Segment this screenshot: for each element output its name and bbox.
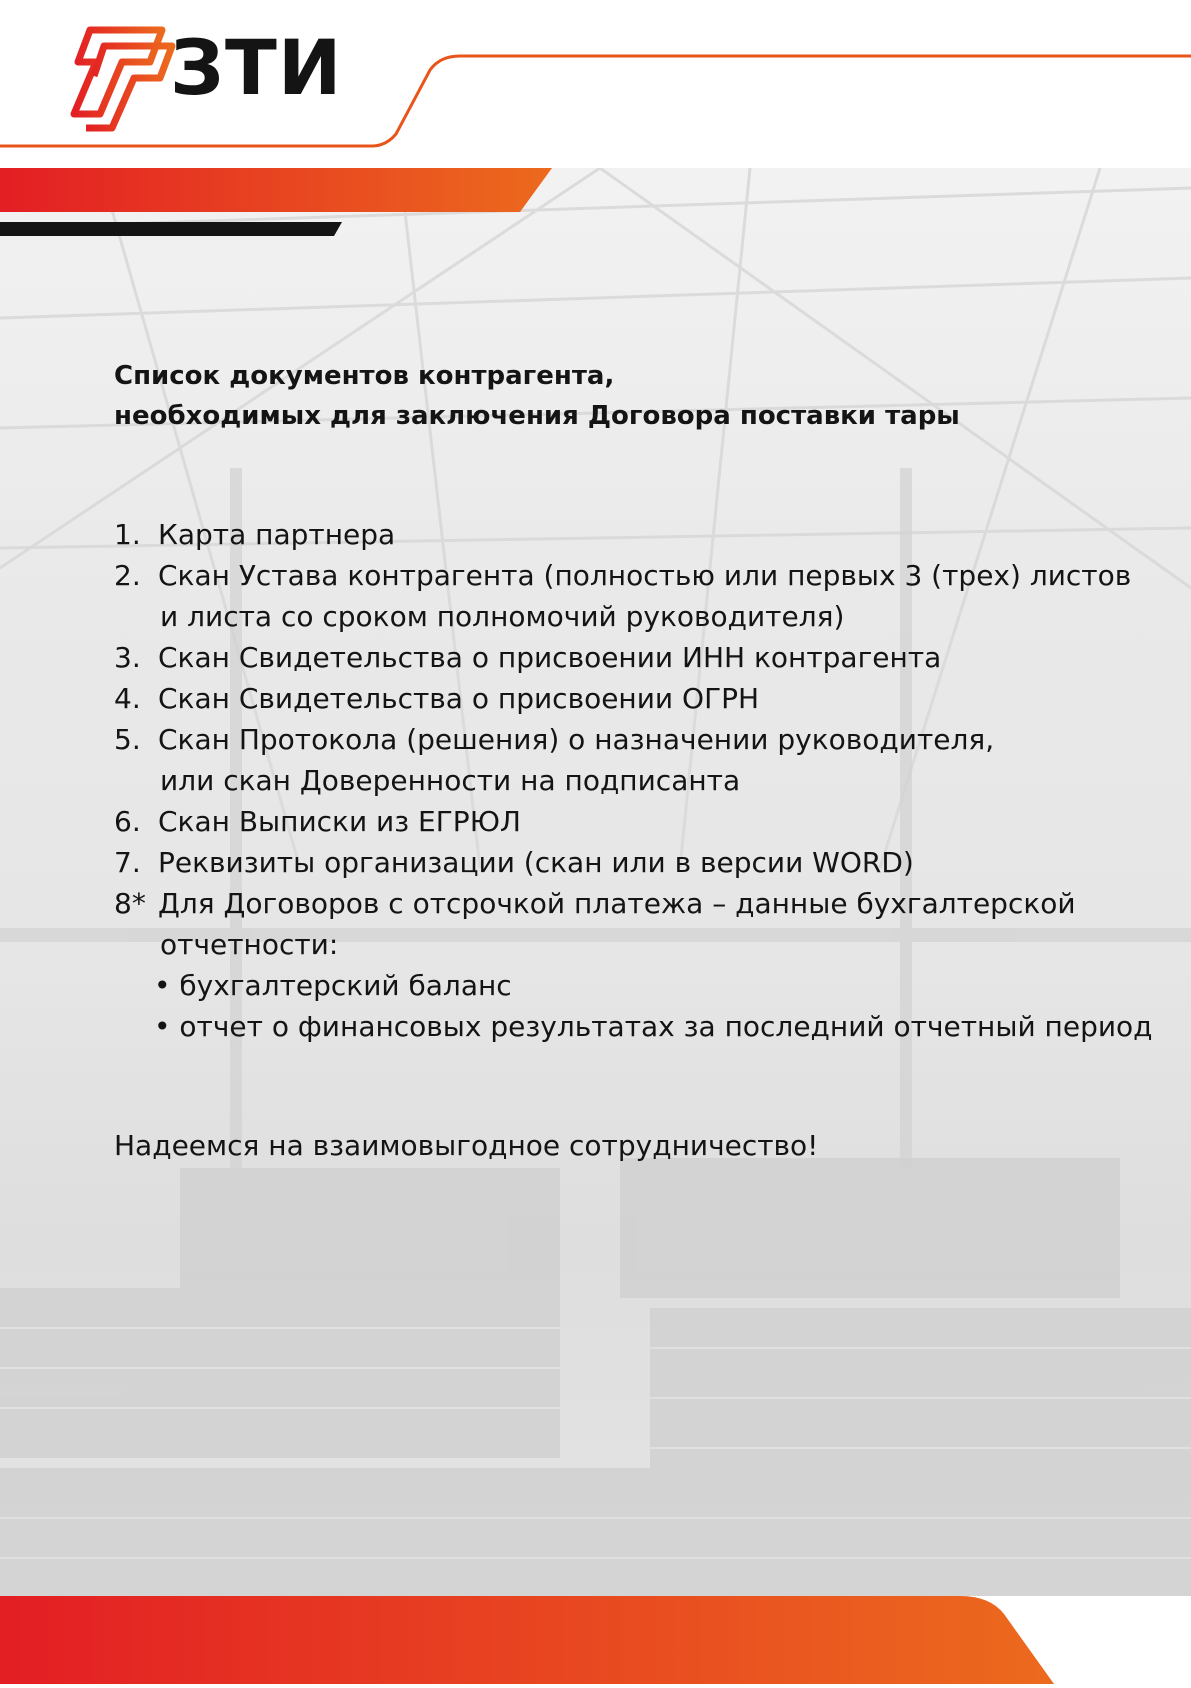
list-item xyxy=(114,678,1154,719)
bullet-text: • отчет о финансовых результатах за последний отчетный период xyxy=(154,1010,1153,1043)
list-item xyxy=(114,801,1154,842)
bullet-text: • бухгалтерский баланс xyxy=(154,969,512,1002)
item-number: 8* xyxy=(114,887,146,920)
item-number: 4. xyxy=(114,682,141,715)
list-item xyxy=(114,719,1154,801)
list-item xyxy=(114,555,1154,637)
list-item xyxy=(114,883,1154,965)
document-body xyxy=(114,356,1154,1166)
item-number: 6. xyxy=(114,805,141,838)
item-text: Скан Устава контрагента (полностью или первых 3 (трех) листов xyxy=(158,559,1132,592)
bullet-item xyxy=(114,965,1154,1006)
item-continuation: отчетности: xyxy=(160,928,339,961)
list-item xyxy=(114,842,1154,883)
item-number: 3. xyxy=(114,641,141,674)
item-number: 2. xyxy=(114,559,141,592)
item-text: Скан Протокола (решения) о назначении руководителя, xyxy=(158,723,995,756)
title-line-2: необходимых для заключения Договора поставки тары xyxy=(114,401,960,431)
list-item xyxy=(114,637,1154,678)
item-continuation: и листа со сроком полномочий руководителя) xyxy=(160,600,845,633)
item-text: Скан Выписки из ЕГРЮЛ xyxy=(158,805,521,838)
item-text: Скан Свидетельства о присвоении ОГРН xyxy=(158,682,760,715)
black-stripe xyxy=(0,222,342,236)
item-number: 7. xyxy=(114,846,141,879)
item-text: Скан Свидетельства о присвоении ИНН контрагента xyxy=(158,641,942,674)
orange-stripe xyxy=(0,168,552,212)
closing-text: Надеемся на взаимовыгодное сотрудничество! xyxy=(114,1129,819,1162)
title-line-1: Список документов контрагента, xyxy=(114,361,615,391)
logo-mark-icon xyxy=(74,30,172,128)
document-title xyxy=(114,356,1154,436)
item-text: Карта партнера xyxy=(158,518,396,551)
footer-graphics xyxy=(0,1596,1191,1684)
item-number: 1. xyxy=(114,518,141,551)
list-item xyxy=(114,514,1154,555)
logo-text: ЗТИ xyxy=(170,23,343,112)
bullet-item xyxy=(114,1006,1154,1047)
item-continuation: или скан Доверенности на подписанта xyxy=(160,764,741,797)
item-number: 5. xyxy=(114,723,141,756)
item-text: Для Договоров с отсрочкой платежа – данные бухгалтерской xyxy=(158,887,1076,920)
footer-bar xyxy=(0,1596,1191,1684)
documents-list xyxy=(114,514,1154,1047)
header xyxy=(0,0,1191,168)
item-text: Реквизиты организации (скан или в версии WORD) xyxy=(158,846,914,879)
